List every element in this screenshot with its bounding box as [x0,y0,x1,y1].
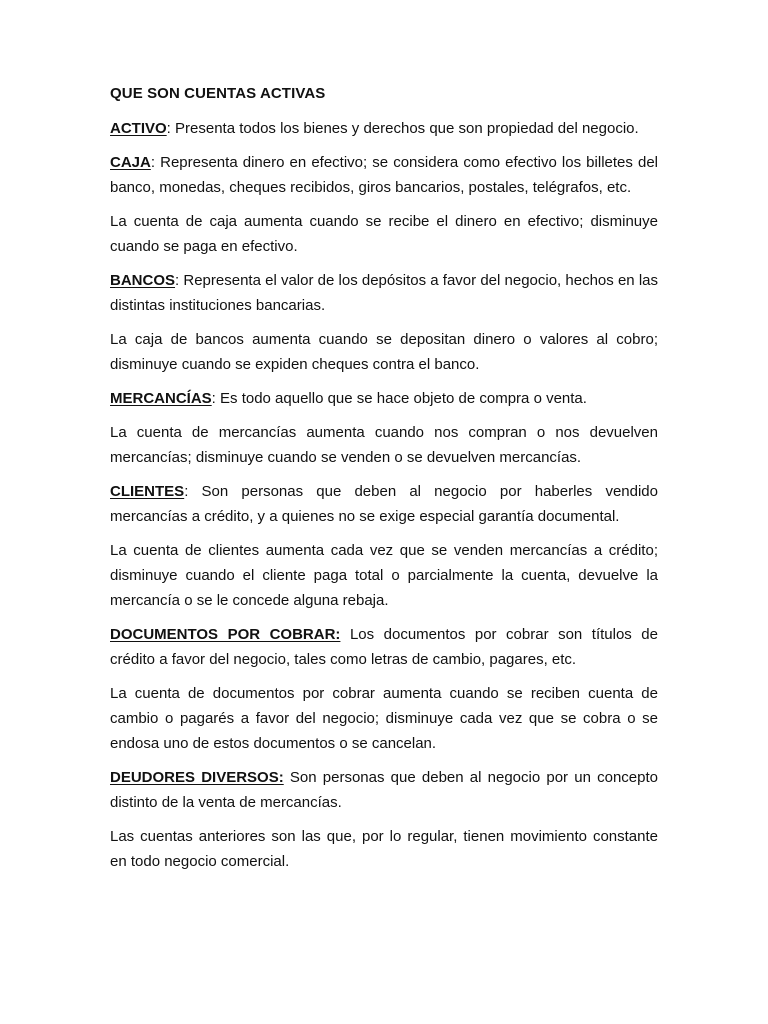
paragraph-documentos-por-cobrar [110,622,658,672]
paragraph-text: Presenta todos los bienes y derechos que son propiedad del negocio. [175,120,639,137]
term-label: CAJA [110,154,151,171]
paragraph-text: Representa dinero en efectivo; se considera como efectivo los billetes del banco, monedas, cheques recibidos, giros bancarios, postales, telégrafos, etc. [110,154,658,196]
paragraph-clientes [110,479,658,529]
paragraph-activo [110,116,658,141]
paragraph-text: Las cuentas anteriores son las que, por lo regular, tienen movimiento constante en todo negocio comercial. [110,828,658,870]
document-title: QUE SON CUENTAS ACTIVAS [110,85,326,102]
paragraph-text: La cuenta de caja aumenta cuando se recibe el dinero en efectivo; disminuye cuando se paga en efectivo. [110,213,658,255]
paragraph-deudores-diversos [110,765,658,815]
term-label: DOCUMENTOS POR COBRAR: [110,626,341,643]
paragraph-text: Representa el valor de los depósitos a favor del negocio, hechos en las distintas instituciones bancarias. [110,272,658,314]
term-separator [340,626,350,643]
paragraph-bancos [110,268,658,318]
paragraph-text: La cuenta de documentos por cobrar aumenta cuando se reciben cuenta de cambio o pagarés a favor del negocio; disminuye cada vez que se cobra o se endosa uno de estos documentos o se cancelan. [110,685,658,752]
paragraph-clientes-movimiento [110,538,658,613]
paragraph-conclusion [110,824,658,874]
term-label: MERCANCÍAS [110,390,212,407]
term-separator: : [166,120,176,137]
paragraph-text: La cuenta de mercancías aumenta cuando nos compran o nos devuelven mercancías; disminuye cuando se venden o se devuelven mercancías. [110,424,658,466]
term-separator: : [184,483,202,500]
paragraph-caja [110,150,658,200]
paragraph-documentos-movimiento [110,681,658,756]
term-separator: : [175,272,184,289]
paragraph-text: Los documentos por cobrar son títulos de crédito a favor del negocio, tales como letras de cambio, pagares, etc. [110,626,658,668]
paragraph-caja-movimiento [110,209,658,259]
paragraph-text: La caja de bancos aumenta cuando se depositan dinero o valores al cobro; disminuye cuando se expiden cheques contra el banco. [110,331,658,373]
document-body [110,84,658,883]
paragraph-text: Es todo aquello que se hace objeto de compra o venta. [220,390,587,407]
term-separator: : [211,390,221,407]
paragraph-text: Son personas que deben al negocio por un concepto distinto de la venta de mercancías. [110,769,658,811]
paragraph-bancos-movimiento [110,327,658,377]
term-label: DEUDORES DIVERSOS: [110,769,284,786]
term-label: CLIENTES [110,483,185,500]
term-label: BANCOS [110,272,176,289]
paragraph-mercancias-movimiento [110,420,658,470]
term-label: ACTIVO [110,120,167,137]
paragraph-text: Son personas que deben al negocio por haberles vendido mercancías a crédito, y a quienes no se exige especial garantía documental. [110,483,658,525]
paragraph-mercancias [110,386,658,411]
term-separator: : [150,154,161,171]
paragraph-text: La cuenta de clientes aumenta cada vez que se venden mercancías a crédito; disminuye cuando el cliente paga total o parcialmente la cuenta, devuelve la mercancía o se le concede alguna rebaja. [110,542,658,609]
